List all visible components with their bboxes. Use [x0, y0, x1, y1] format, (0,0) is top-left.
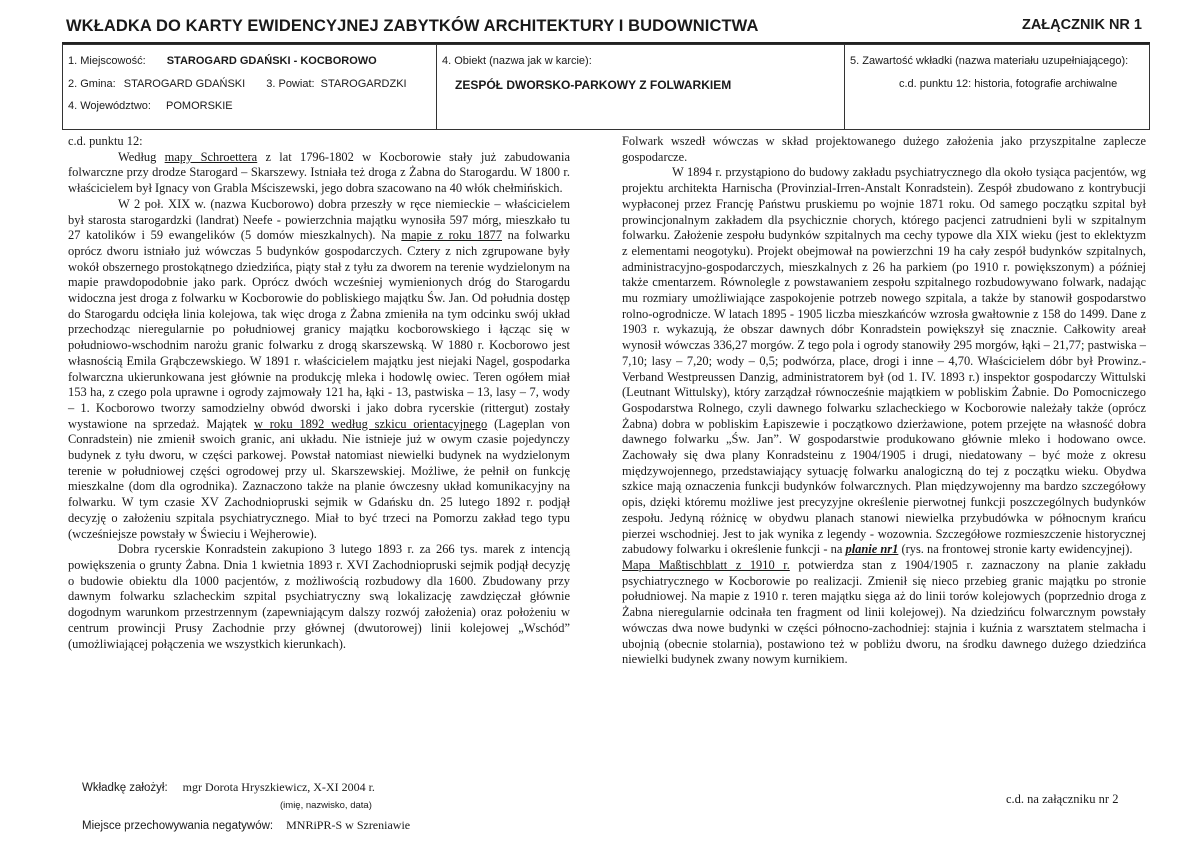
paragraph [622, 165, 1146, 558]
author-hint: (imię, nazwisko, data) [280, 800, 372, 811]
paragraph [68, 197, 570, 542]
storage-row [82, 818, 410, 833]
author-label: Wkładkę założył: [82, 782, 168, 794]
text-run: W 1894 r. przystąpiono do budowy zakładu psychiatrycznego dla około tysiąca pacjentów, wg projektu architekta Harnischa (Provinzial-Irren-Anstalt Konradstein). Zespół zbudowano z kontrybucji wypłaconej przez Francję Państwu pruskiemu po wojnie 1871 roku. Od samego początku szpital był prowincjonalnym zakładem dla psychicznie chorych, którego pacjenci zatrudnieni byli w szpitalnym folwarku. Założenie zespołu budynków szpitalnych ma cechy typowe dla XIX wieku (jest to eklektyzm z elementami neogotyku). Projekt obejmował na powierzchni 19 ha cały zespół budynków szpitalnych, administracyjno-gospodarczych, mieszkalnych z 26 ha parkiem (po 1910 r. powiększonym) a później także cmentarzem. Równolegle z powstawaniem zespołu szpitalnego rozbudowywano folwark, nadając mu rozmiary umożliwiające zaspokojenie potrzeb nowego szpitala, a także by stanowił gospodarstwo rolno-ogrodnicze. W latach 1895 - 1905 liczba mieszkańców wzrosła gwałtownie z 158 do 1499. Dane z 1903 r. wykazują, że obszar dawnych dóbr Konradstein powiększył się znacznie. Całkowity areał wynosił wówczas 336,27 morgów. Z tego pola i ogrody stanowiły 295 morgów, łąki – 21,77; pastwiska – 7,10; lasy – 7,20; wody – 0,5; podwórza, place, drogi i inne – 4,70. Właścicielem dóbr był Prowinz.-Verband Westpreussen Danzig, administratorem był (od 1. IV. 1893 r.) inspektor gospodarczy Wittulski (Leutnant Wittulsky), który zarządzał równocześnie majątkiem w pobliskim Żabnie. Do Pomocniczego Gospodarstwa Rolnego, czyli dawnego folwarku szlacheckiego w Kocborowie należały także (oprócz Żabna) dobra w pobliskim Łapiszewie i początkowo dzierżawione, potem przejęte na własność dobra dawnego folwarku „Św. Jan”. W gospodarstwie produkowano głównie mleko i hodowano owce. Zachowały się dwa plany Konradsteinu z 1904/1905 i drugi, niedatowany – być może z okresu międzywojennego, przedstawiający sytuację folwarku analogiczną do tej z początku wieku. Obydwa szkice mają oznaczenia funkcji budynków folwarcznych. Plan międzywojenny ma bardzo szczegółowy opis, dzięki któremu możliwe jest precyzyjne określenie pierwotnej funkcji poszczególnych budynków zespołu. Jedyną różnicę w obydwu planach stanowi niewielka przybudówka w północnym krańcu pierzei wschodniej. Jest to jak wynika z legendy - wozownia. Szczegółowe rozmieszczenie historycznej zabudowy folwarku i określenie funkcji - na [622, 165, 1146, 557]
section-heading: c.d. punktu 12: [68, 134, 143, 148]
commune-label: 2. Gmina: [68, 78, 116, 90]
place-value: STAROGARD GDAŃSKI - KOCBOROWO [166, 55, 377, 67]
right-text-column [622, 134, 1146, 668]
object-cell [437, 45, 845, 129]
plan-nr1-reference: planie nr1 [845, 542, 899, 557]
author-value: mgr Dorota Hryszkiewicz, X-XI 2004 r. [182, 780, 375, 794]
paragraph [68, 150, 570, 197]
text-run: na folwarku oprócz dworu istniało już wówczas 5 budynków gospodarczych. Cztery z nich zgrupowane były wokół obszernego prostokątnego dziedzińca, piąty stał z tyłu za dworem na terenie wydzielonym na mapie prawdopodobnie jako park. Oprócz dwóch wcześniej wymienionych dróg do Starogardu widoczna jest droga z folwarku w Kocborowie do pobliskiego majątku Św. Jan. Od południa dostęp do Starogardu odcięła linia kolejowa, tak więc droga z Żabna zmieniła na tym odcinku swój układ przechodząc nieregularnie po południowej granicy majątku kocborowskiego i łącząc się w południowo-wschodnim narożu granic folwarku z drogą skarszewską. W 1880 r. Kocborowo jest własnością Emila Grąbczewskiego. W 1891 r. właścicielem majątku jest niejaki Nagel, gospodarka folwarczna ukierunkowana jest głównie na produkcję mleka i hodowlę owiec. Teren ogółem miał 153 ha, z czego pola uprawne i ogrody zajmowały 121 ha, łąki - 13, pastwiska – 13, lasy – 7, wody – 1. Kocborowo tworzy samodzielny obwód dworski i jako dobra rycerskie (rittergut) zostały wystawione na sprzedaż. Majątek [68, 228, 570, 431]
annex-number: ZAŁĄCZNIK NR 1 [1021, 17, 1142, 33]
record-sheet [48, 12, 1156, 838]
district-value: STAROGARDZKI [320, 78, 407, 90]
text-run: z lat 1796-1802 w Kocborowie stały już zabudowania folwarczne przy drodze Starogard – Skarszewy. Istniała też droga z Żabna do Starogardu. W 1800 r. właścicielem był Ignacy von Grabla Mściszewski, jego dobra szacowano na 40 włók chełmińskich. [68, 149, 571, 196]
storage-value: MNRiPR-S w Szreniawie [286, 818, 411, 832]
place-line [68, 55, 377, 67]
paragraph [622, 558, 1146, 668]
contents-value: c.d. punktu 12: historia, fotografie archiwalne [899, 78, 1118, 90]
text-run: (Lageplan von Conradstein) nie zmienił swoich granic, ani układu. Nie istnieje już w owym czasie pojedynczy budynek z tyłu dworu, w części parkowej. Powstał natomiast niewielki budynek na wydzielonym terenie w południowej części ogrodowej przy ul. Skarszewskiej. Możliwe, że pełnił on funkcję mieszkalne (dom dla ogrodnika). Zaznaczono także na planie ówczesny układ komunikacyjny na folwarku. W tym czasie XV Zachodniopruski sejmik w Gdańsku dn. 25 lutego 1892 r. podjął decyzję o założeniu szpitala psychiatrycznego. Miał to być trzeci na Pomorzu zakład tego typu (wcześniejsze powstały w Świeciu i Wejherowie). [68, 416, 570, 541]
storage-label: Miejsce przechowywania negatywów: [82, 820, 274, 832]
metadata-table [62, 44, 1150, 130]
continuation-note: c.d. na załączniku nr 2 [1006, 792, 1119, 806]
left-text-column [68, 134, 570, 652]
paragraph: Dobra rycerskie Konradstein zakupiono 3 lutego 1893 r. za 266 tys. marek z intencją powiększenia o grunty Żabna. Dnia 1 kwietnia 1893 r. XVI Zachodniopruski sejmik podjął decyzję o budowie obiektu dla 1000 pacjentów, z możliwością rozbudowy dla 1600. Zbudowany przy dawnym folwarku szlacheckim szpital psychiatryczny swą lokalizację zawdzięczał głównie dogodnym warunkom przestrzennym (zapewniającym dalszy rozwój założenia) oraz położeniu w centrum prowincji Prusy Zachodnie przy głównej (dwutorowej) linii kolejowej „Wschód” (umożliwiającej połączenia we wszystkich kierunkach). [68, 542, 570, 651]
voivodeship-value: POMORSKIE [166, 100, 233, 112]
location-cell [63, 45, 437, 129]
schroetter-map-reference: mapy Schroettera [164, 149, 258, 164]
object-value: ZESPÓŁ DWORSKO-PARKOWY Z FOLWARKIEM [455, 78, 732, 92]
voivodeship-label: 4. Województwo: [68, 100, 151, 112]
text-run: W 2 poł. XIX w. (nazwa Kucborowo) dobra przeszły w ręce niemieckie – właścicielem był starosta starogardzki (landrat) Neefe - powierzchnia majątku wynosiła 597 mórg, mieszkało tu 27 katolików i 59 ewangelików (5 domów mieszkalnych). Na [68, 196, 570, 243]
paragraph: Folwark wszedł wówczas w skład projektowanego dużego założenia jako przyszpitalne zaplecze gospodarcze. [622, 134, 1146, 164]
commune-district-line [68, 78, 407, 90]
author-row [82, 780, 375, 795]
map-1877-reference: mapie z roku 1877 [401, 228, 502, 243]
document-title: WKŁADKA DO KARTY EWIDENCYJNEJ ZABYTKÓW ARCHITEKTURY I BUDOWNICTWA [66, 17, 759, 35]
district-label: 3. Powiat: [266, 78, 315, 90]
commune-value: STAROGARD GDAŃSKI [123, 78, 246, 90]
text-run: Według [118, 149, 165, 164]
text-run: (rys. na frontowej stronie karty ewidencyjnej). [898, 542, 1133, 557]
masstischblatt-map-reference: Mapa Maßtischblatt z 1910 r. [622, 557, 790, 572]
object-label: 4. Obiekt (nazwa jak w karcie): [442, 55, 592, 67]
text-run: potwierdza stan z 1904/1905 r. zaznaczony na planie zakładu psychiatrycznego w Kocborowie po realizacji. Zmienił się nieco przebieg granic majątku po stronie południowej. Na mapie z 1910 r. teren majątku sięga aż do linii torów kolejowych (poprzednio droga z Żabna nieregularnie odcinała ten fragment od linii kolejowej). Na dziedzińcu folwarcznym powstały wówczas dwa nowe budynki w części północno-zachodniej: stajnia i kuźnia z warsztatem stelmacha i ubojnią (obecnie stolarnia), postawiono też w pobliżu dworu, na środku dawnego dużego dziedzińca niewielki budynek zwany nowym kurnikiem. [622, 557, 1146, 667]
place-label: 1. Miejscowość: [68, 55, 146, 67]
sketch-1892-reference: w roku 1892 według szkicu orientacyjnego [253, 416, 488, 431]
contents-cell [845, 45, 1149, 129]
contents-label: 5. Zawartość wkładki (nazwa materiału uzupełniającego): [850, 55, 1129, 67]
voivodeship-line [68, 100, 233, 112]
